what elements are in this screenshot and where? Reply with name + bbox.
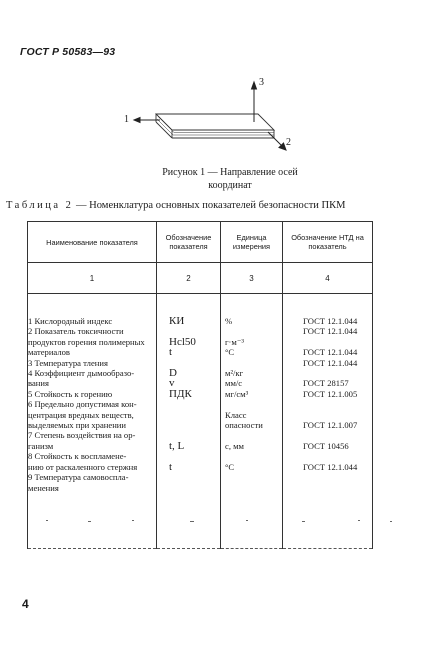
table-line: опасности bbox=[225, 420, 263, 431]
table-line: ГОСТ 10456 bbox=[303, 440, 349, 451]
table-line: 9 Температура самовоспла- bbox=[28, 472, 129, 483]
table-line bbox=[225, 326, 282, 336]
table-line: продуктов горения полимерных bbox=[28, 336, 145, 347]
table-line: °C bbox=[225, 461, 235, 472]
table-line: выделяемых при хранении bbox=[28, 420, 126, 431]
table-line: ГОСТ 12.1.044 bbox=[303, 316, 358, 326]
table-line bbox=[303, 368, 372, 378]
table-line: с, мм bbox=[225, 440, 244, 451]
table-line bbox=[303, 399, 372, 409]
symbols-cell bbox=[157, 294, 221, 549]
table-line: 7 Степень воздействия на ор- bbox=[28, 430, 136, 441]
indicator-names-cell bbox=[28, 294, 157, 549]
table-line bbox=[225, 430, 282, 440]
table-line: v bbox=[169, 377, 175, 390]
units-cell bbox=[221, 294, 283, 549]
table-line: ГОСТ 12.1.044 bbox=[303, 326, 358, 337]
table-line bbox=[225, 399, 282, 409]
column-number: 1 bbox=[28, 263, 157, 294]
header-unit: Единица измерения bbox=[221, 222, 283, 263]
table-line bbox=[169, 410, 220, 420]
table-line: t bbox=[169, 346, 173, 359]
axis-y-label: 2 bbox=[286, 137, 291, 148]
table-header-row bbox=[28, 222, 373, 263]
header-ntd: Обозначение НТД на показатель bbox=[283, 222, 373, 263]
table-line: t, L bbox=[169, 439, 185, 452]
axes-figure bbox=[118, 72, 298, 164]
table-line bbox=[169, 399, 220, 409]
table-line: 5 Стойкость к горению bbox=[28, 388, 113, 399]
table-line: 8 Стойкость к воспламене- bbox=[28, 451, 127, 462]
table-line bbox=[225, 472, 282, 482]
table-line: Hcl50 bbox=[169, 335, 196, 348]
table-body-row bbox=[28, 294, 373, 549]
scan-noise bbox=[40, 516, 400, 526]
table-line: менения bbox=[28, 482, 59, 493]
table-line: 1 Кислородный индекс bbox=[28, 316, 113, 326]
table-line: 6 Предельно допустимая кон- bbox=[28, 399, 137, 410]
table-line: ГОСТ 12.1.005 bbox=[303, 388, 358, 399]
table-line bbox=[303, 451, 372, 461]
table-title bbox=[6, 200, 345, 211]
table-line bbox=[303, 430, 372, 440]
table-line: ПДК bbox=[169, 387, 192, 400]
table-line bbox=[225, 451, 282, 461]
table-line: ГОСТ 12.1.044 bbox=[303, 461, 358, 472]
table-line: t bbox=[169, 460, 173, 473]
table-line: вания bbox=[28, 378, 49, 389]
axis-z-arrow bbox=[252, 82, 257, 122]
table-line bbox=[169, 420, 220, 430]
axis-z-label: 3 bbox=[259, 77, 264, 88]
table-line: центрация вредных веществ, bbox=[28, 409, 134, 420]
table-line: D bbox=[169, 367, 177, 380]
table-line bbox=[303, 337, 372, 347]
table-line: мм/с bbox=[225, 378, 243, 389]
table-line bbox=[303, 472, 372, 482]
figure-caption bbox=[110, 166, 350, 192]
column-number: 2 bbox=[157, 263, 221, 294]
table-line: мг/см³ bbox=[225, 388, 249, 399]
table-line: материалов bbox=[28, 347, 70, 358]
table-line: 2 Показатель токсичности bbox=[28, 326, 124, 337]
table-line: ГОСТ 12.1.044 bbox=[303, 347, 358, 358]
column-number: 4 bbox=[283, 263, 373, 294]
table-line bbox=[169, 451, 220, 461]
table-title-prefix: Таблица 2 bbox=[6, 200, 74, 211]
table-line: % bbox=[225, 316, 233, 326]
axis-y-arrow bbox=[268, 132, 286, 150]
table-line: КИ bbox=[169, 315, 185, 327]
table-line: Класс bbox=[225, 409, 247, 420]
table-line: ГОСТ 28157 bbox=[303, 378, 349, 389]
header-symbol: Обозначение показателя bbox=[157, 222, 221, 263]
figure-caption-line-2: координат bbox=[208, 180, 252, 191]
safety-indicators-table bbox=[27, 221, 373, 549]
table-line bbox=[169, 472, 220, 482]
table-line: ГОСТ 12.1.007 bbox=[303, 420, 358, 431]
table-line: ганизм bbox=[28, 440, 54, 451]
document-number: ГОСТ Р 50583—93 bbox=[20, 46, 116, 58]
header-name: Наименование показателя bbox=[28, 222, 157, 263]
plate-shape bbox=[156, 114, 274, 138]
table-line: нию от раскаленного стержня bbox=[28, 461, 138, 472]
page-number: 4 bbox=[22, 597, 29, 611]
table-line: 4 Коэффициент дымообразо- bbox=[28, 368, 135, 379]
axis-x-label: 1 bbox=[124, 114, 129, 125]
column-number: 3 bbox=[221, 263, 283, 294]
table-line: м²/кг bbox=[225, 368, 244, 379]
table-line: г·м⁻³ bbox=[225, 336, 244, 347]
table-title-text: — Номенклатура основных показателей безопасности ПКМ bbox=[73, 200, 346, 211]
table-line bbox=[303, 410, 372, 420]
table-line: 3 Температура тления bbox=[28, 357, 108, 368]
figure-caption-line-1: Рисунок 1 — Направление осей bbox=[162, 167, 298, 178]
table-line: ГОСТ 12.1.044 bbox=[303, 357, 358, 368]
ntd-cell bbox=[283, 294, 373, 549]
table-line bbox=[225, 358, 282, 368]
table-line: °C bbox=[225, 347, 235, 358]
column-number-row bbox=[28, 263, 373, 294]
